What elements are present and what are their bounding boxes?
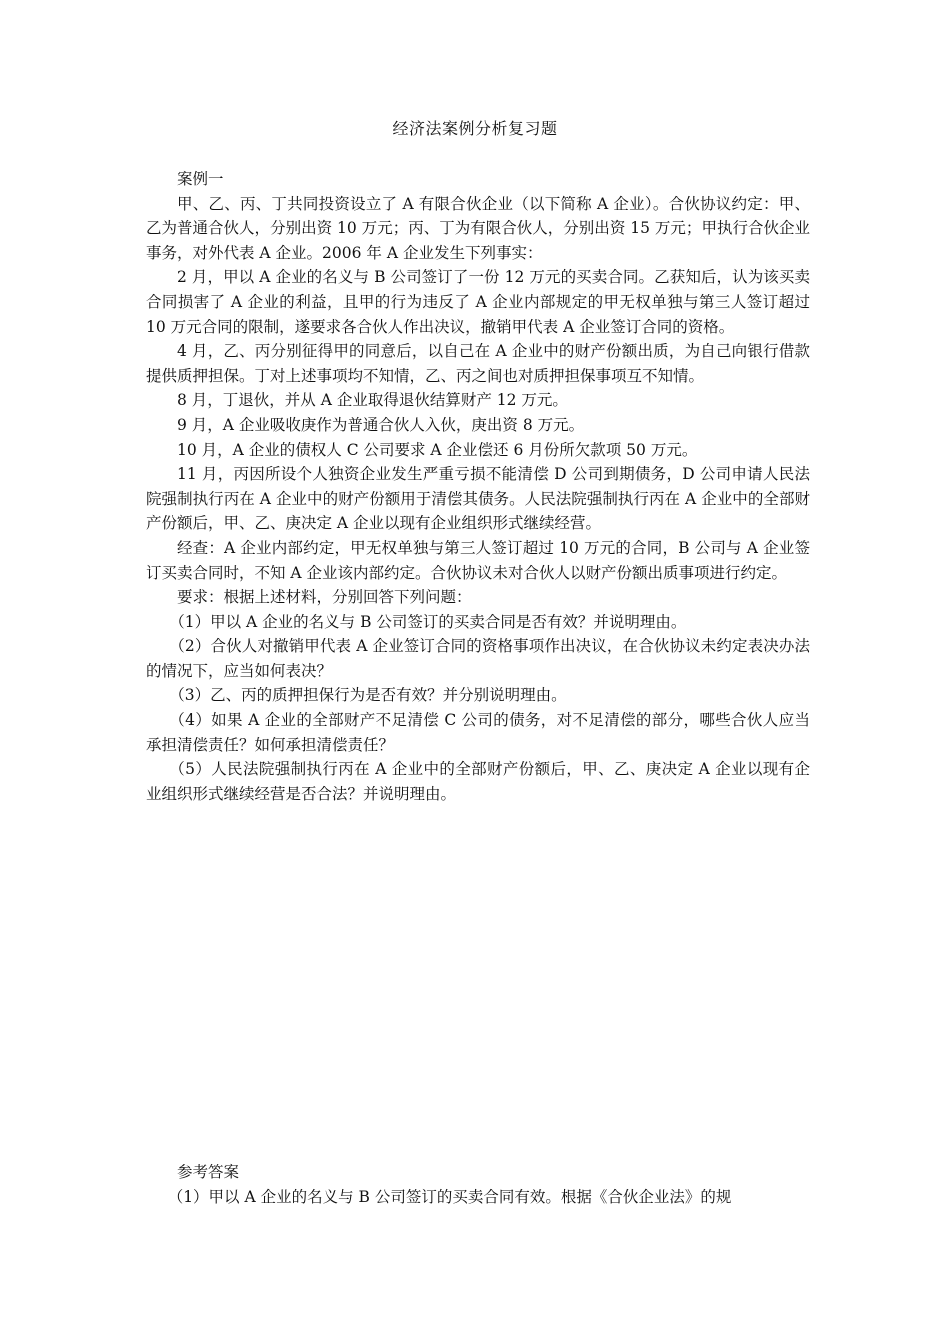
case-heading: 案例一: [177, 170, 224, 188]
question-item: （1）甲以 A 企业的名义与 B 公司签订的买卖合同是否有效？并说明理由。: [169, 612, 687, 631]
case-paragraph: 2 月，甲以 A 企业的名义与 B 公司签订了一份 12 万元的买卖合同。乙获知后，认为该买卖合同损害了 A 企业的利益，且甲的行为违反了 A 企业内部规定的甲无权单独与第三人签订超过 10 万元合同的限制，遂要求各合伙人作出决议，撤销甲代表 A 企业签订合同的资格。: [146, 268, 810, 336]
answer-section: [146, 1160, 810, 1209]
answer-heading: 参考答案: [177, 1163, 240, 1181]
case-paragraph: 10 月，A 企业的债权人 C 公司要求 A 企业偿还 6 月份所欠款项 50 万元。: [177, 440, 698, 459]
case-paragraph: 8 月，丁退伙，并从 A 企业取得退伙结算财产 12 万元。: [177, 391, 568, 410]
requirement-text: 要求：根据上述材料，分别回答下列问题：: [177, 588, 472, 607]
question-item: （4）如果 A 企业的全部财产不足清偿 C 公司的债务，对不足清偿的部分，哪些合伙人应当承担清偿责任？如何承担清偿责任？: [146, 711, 810, 754]
case-paragraph: 4 月，乙、丙分别征得甲的同意后，以自己在 A 企业中的财产份额出质，为自己向银行借款提供质押担保。丁对上述事项均不知情，乙、丙之间也对质押担保事项互不知情。: [146, 342, 810, 385]
question-item: （2）合伙人对撤销甲代表 A 企业签订合同的资格事项作出决议，在合伙协议未约定表决办法的情况下，应当如何表决？: [146, 637, 810, 680]
case-paragraph: 11 月，丙因所设个人独资企业发生严重亏损不能清偿 D 公司到期债务，D 公司申请人民法院强制执行丙在 A 企业中的财产份额用于清偿其债务。人民法院强制执行丙在 A 企业中的全部财产份额后，甲、乙、庚决定 A 企业以现有企业组织形式继续经营。: [146, 465, 810, 533]
case-paragraph: 经查：A 企业内部约定，甲无权单独与第三人签订超过 10 万元的合同，B 公司与 A 企业签订买卖合同时，不知 A 企业该内部约定。合伙协议未对合伙人以财产份额出质事项进行约定。: [146, 538, 810, 582]
question-item: （3）乙、丙的质押担保行为是否有效？并分别说明理由。: [169, 686, 567, 705]
answer-paragraph: （1）甲以 A 企业的名义与 B 公司签订的买卖合同有效。根据《合伙企业法》的规: [167, 1187, 732, 1206]
case-paragraph: 9 月，A 企业吸收庚作为普通合伙人入伙，庚出资 8 万元。: [177, 415, 585, 434]
question-item: （5）人民法院强制执行丙在 A 企业中的全部财产份额后，甲、乙、庚决定 A 企业以现有企业组织形式继续经营是否合法？并说明理由。: [146, 760, 810, 803]
case-section: [146, 167, 810, 806]
case-paragraph: 甲、乙、丙、丁共同投资设立了 A 有限合伙企业（以下简称 A 企业）。合伙协议约定：甲、乙为普通合伙人，分别出资 10 万元；丙、丁为有限合伙人，分别出资 15 万元；甲执行合伙企业事务，对外代表 A 企业。2006 年 A 企业发生下列事实：: [146, 194, 810, 262]
document-title: 经济法案例分析复习题: [392, 119, 558, 138]
